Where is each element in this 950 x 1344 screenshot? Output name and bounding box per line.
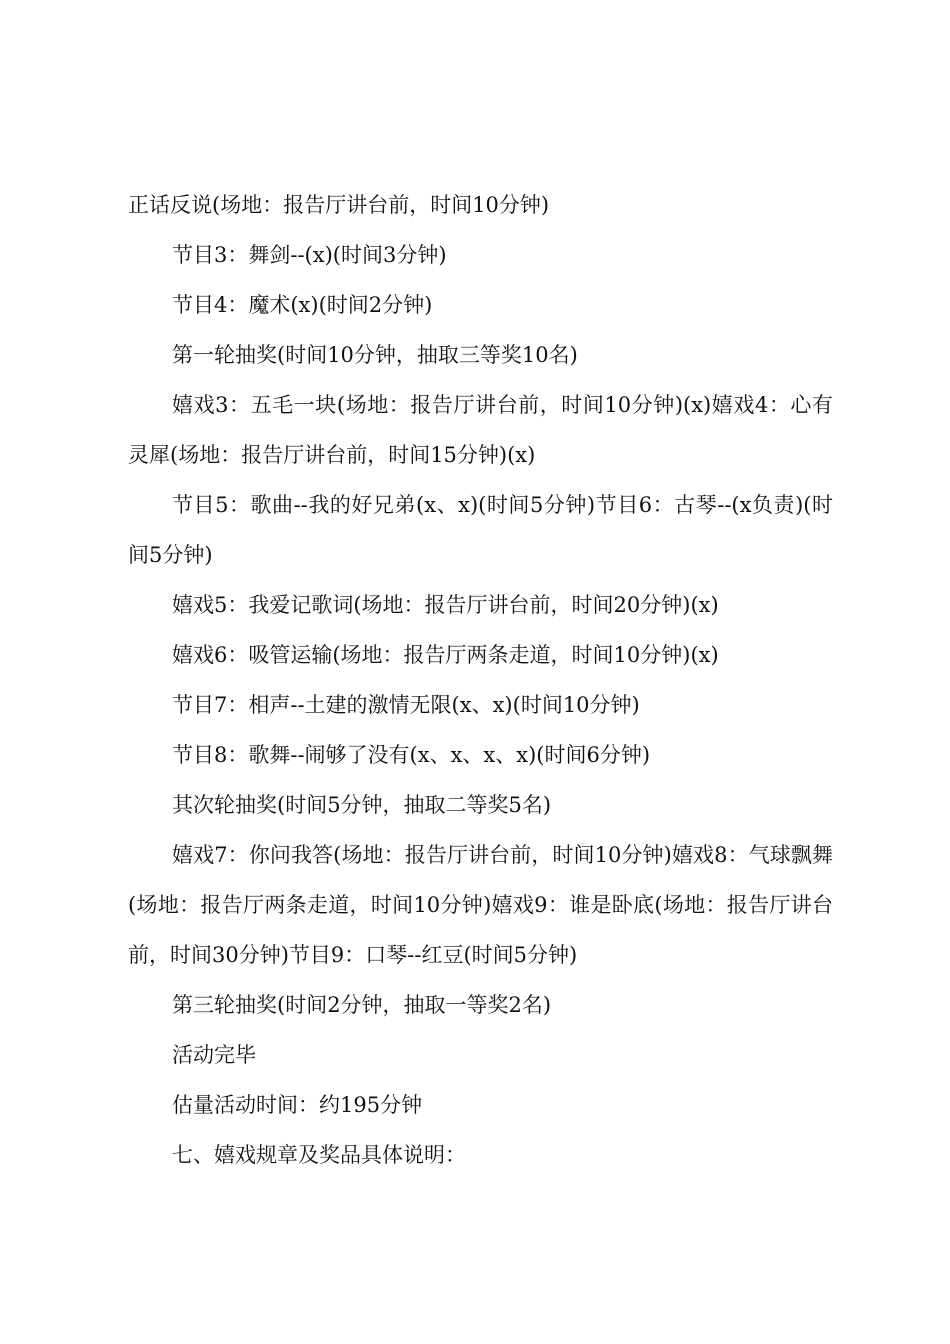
paragraph-games-7-9: 嬉戏7：你问我答(场地：报告厅讲台前，时间10分钟)嬉戏8：气球飘舞(场地：报告厅两条走道，时间10分钟)嬉戏9：谁是卧底(场地：报告厅讲台前，时间30分钟)节目9：口琴--红豆(时间5分钟) <box>128 843 833 967</box>
paragraph-program-3: 节目3：舞剑--(x)(时间3分钟) <box>172 243 447 267</box>
paragraph-games-3-4: 嬉戏3：五毛一块(场地：报告厅讲台前，时间10分钟)(x)嬉戏4：心有灵犀(场地：报告厅讲台前，时间15分钟)(x) <box>128 393 833 467</box>
paragraph-lottery-3: 第三轮抽奖(时间2分钟，抽取一等奖2名) <box>172 993 552 1017</box>
paragraph-program-8: 节目8：歌舞--闹够了没有(x、x、x、x)(时间6分钟) <box>172 743 651 767</box>
paragraph-lottery-2: 其次轮抽奖(时间5分钟，抽取二等奖5名) <box>172 793 552 817</box>
paragraph-game-6: 嬉戏6：吸管运输(场地：报告厅两条走道，时间10分钟)(x) <box>172 643 719 667</box>
paragraph-programs-5-6: 节目5：歌曲--我的好兄弟(x、x)(时间5分钟)节目6：古琴--(x负责)(时间5分钟) <box>128 493 833 567</box>
section-heading-rules: 七、嬉戏规章及奖品具体说明： <box>172 1143 466 1167</box>
paragraph-estimated-time: 估量活动时间：约195分钟 <box>172 1093 423 1117</box>
paragraph-game-5: 嬉戏5：我爱记歌词(场地：报告厅讲台前，时间20分钟)(x) <box>172 593 719 617</box>
document-body <box>128 180 833 1180</box>
paragraph-intro-game: 正话反说(场地：报告厅讲台前，时间10分钟) <box>128 193 550 217</box>
paragraph-lottery-1: 第一轮抽奖(时间10分钟，抽取三等奖10名) <box>172 343 578 367</box>
paragraph-program-4: 节目4：魔术(x)(时间2分钟) <box>172 293 433 317</box>
paragraph-program-7: 节目7：相声--土建的激情无限(x、x)(时间10分钟) <box>172 693 640 717</box>
paragraph-event-end: 活动完毕 <box>172 1043 256 1067</box>
